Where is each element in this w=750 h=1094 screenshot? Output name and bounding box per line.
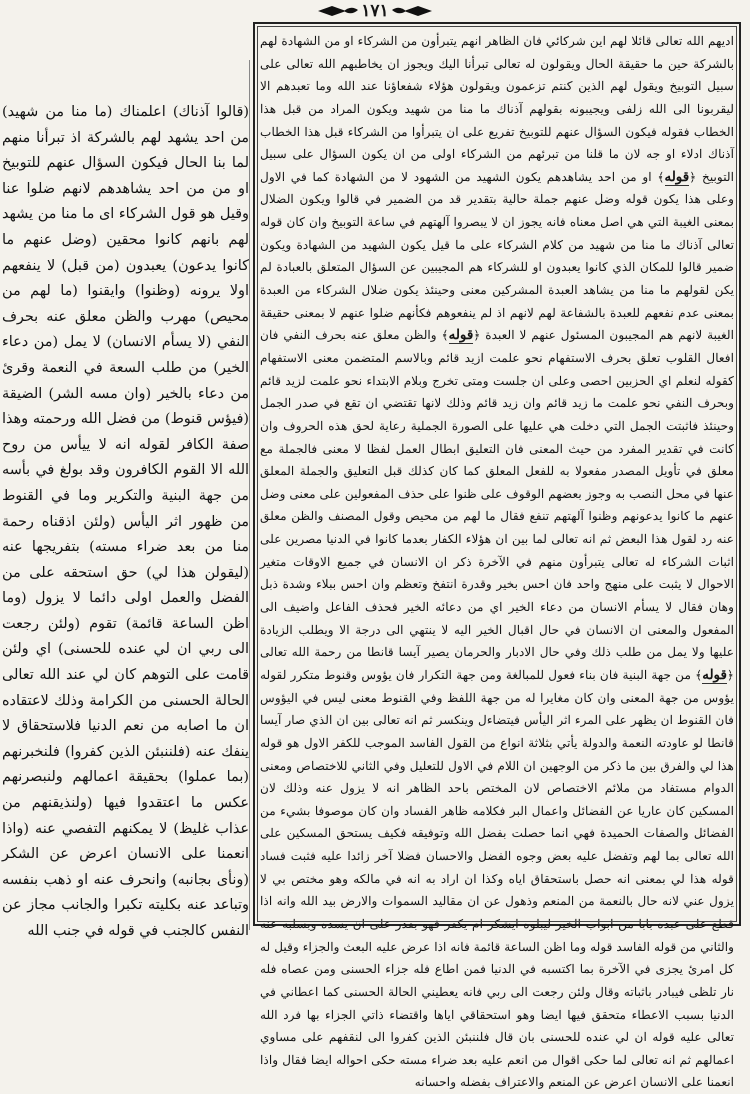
- main-paragraph: او من احد يشاهدهم يكون الشهيد من الشهود لا من الشهادة كما في الاول وعلى هذا يكون قوله وضل عنهم جملة حالية بتقدير قد من الضمير في قالوا ويكون الضلال بمعنى الغيبة التي هي اصل معناه فانه يجوز ان لا يبصروا آلهتهم في ساعة التوبيخ وان كان قوله تعالى آذناك ما منا من شهيد من كلام الشركاء على ما قيل يكون الشهيد من الشهادة ويكون ضمير قالوا للمكان الذي كانوا يعبدون او للشركاء هم المجيبين عن السؤال المتعلق بالعبادة لم يكن لقولهم ما منا من يشاهد العبدة المشركين معنى وحينئذ يكون ضلال الشركاء من العبدة بمعنى عدم نفعهم للعبدة بالشفاعة لهم لانهم اذ لم ينفعوهم فكأنهم ضلوا عنهم لا بمعنى حقيقة الغيبة لانهم هم المجيبون المسئول عنهم لا العبدة: [260, 169, 734, 343]
- main-commentary: اديهم الله تعالى قائلا لهم اين شركائي فان الظاهر انهم يتبرأون من الشركاء او من الشهادة لهم بالشركة حين ما حقيقة الحال ويقولون له تعالى تبرأنا اليك ويجوز ان يخاطبهم الله تعالى على سبيل التوبيخ ويقول لهم الذين كنتم تزعمون ويقولون هؤلاء شفعاؤنا عند الله وما تعبدهم الا ليقربونا الى الله زلفى ويجيبونه بقولهم آذناك ما منا من شهيد ويكون المراد من قبل هذا الخطاب فقوله فيكون السؤال عنهم للتوبيخ تفريع على ان يتبرأوا من الشركاء قبل هذا الخطاب آذناك ادلاء او جه لان ما قلنا من تبرئهم من الشركاء اولى من ان يكون السؤال على سبيل التوبيخ ﴿قوله﴾ او من احد يشاهدهم يكون الشهيد من الشهود لا من الشهادة كما في الاول وعلى هذا يكون قوله وضل عنهم جملة حالية بتقدير قد من الضمير في قالوا ويكون الضلال بمعنى الغيبة التي هي اصل معناه فانه يجوز ان لا يبصروا آلهتهم في ساعة التوبيخ وان كان قوله تعالى آذناك ما منا من شهيد من كلام الشركاء على ما قيل يكون الشهيد من الشهادة ويكون ضمير قالوا للمكان الذي كانوا يعبدون او للشركاء هم المجيبين عن السؤال المتعلق بالعبادة لم يكن لقولهم ما منا من يشاهد العبدة المشركين معنى وحينئذ يكون ضلال الشركاء من العبدة بمعنى عدم نفعهم للعبدة بالشفاعة لهم لانهم اذ لم ينفعوهم فكأنهم ضلوا عنهم لا بمعنى حقيقة الغيبة لانهم هم المجيبون المسئول عنهم لا العبدة ﴿قوله﴾ والظن معلق عنه بحرف النفي فان افعال القلوب تعلق بحرف الاستفهام نحو علمت ازيد قائم وبالاسم المتضمن معنى الاستفهام كقوله لنعلم اي الحزبين احصى وعلى ان جلست ومتى تخرج وبلام الابتداء نحو علمت لزيد قائم وبحرف النفي نحو علمت ما زيد قائم وان زيد قائم وذلك لانها تقتضي ان تقع في صدر الجمل وحينئذ فاثبتت الجمل التي دخلت هي عليها على الصورة الجملية رعاية لحق هذه الحروف وان كانت في تقدير المفرد من حيث المعنى فان التعليق ابطال العمل لفظا لا معنى فالجملة مع معلق في تأويل المصدر مفعولا به للفعل المعلق كما كان كذلك قبل التعليق والجملة المعلق عنها في محل النصب به وجوز بعضهم الوقوف على ظنوا على حذف المفعولين على معنى وضل عنهم ما كانوا يدعونهم وظنوا آلهتهم تنفع فقال ما لهم من محيص وقول المصنف والظن معلق عنه رد لقول هذا البعض ثم انه تعالى لما بين ان هؤلاء الكفار بعدما كانوا في الدنيا مصرين على اثبات الشركاء له تعالى يتبرأون منهم في الآخرة ذكر ان الانسان في جميع الاوقات متغير الاحوال لا يثبت على منهج واحد فان احس بخير وقدرة انتفخ وتعظم وان احس ببلاء وشدة ذبل وهان فقال لا يسأم الانسان من دعاء الخير اي من دعائه الخير فحذف الفاعل واضيف الى المفعول والمعنى ان الانسان في حال اقبال الخير اليه لا ينتهي الى درجة الا ويطلب الزيادة عليها ولا يمل من طلب ذلك وفي حال الادبار والحرمان يصير آيسا قانطا من رحمة الله تعالى ﴿قوله﴾ من جهة البنية فان بناء فعول للمبالغة ومن جهة التكرار فان يؤوس وقنوط متكرر لقوله يؤوس من جهة المعنى وان كان مغايرا له من جهة اللفظ وفي القنوط معنى ليس في اليؤوس فان القنوط ان يظهر على المرء اثر اليأس فيتضاءل وينكسر ثم انه تعالى بين ان الذي صار آيسا قانطا لو عاودته النعمة والدولة يأتي بثلاثة انواع من القول الفاسد الموجب للكفر الاول هو قوله هذا لي والفرق بين ما ذكر من الوجهين ان اللام في الاول للتعليل وفي الثاني للاختصاص ومعنى الدوام مستفاد من ملائم الاختصاص لان المختص باحد الظاهر انه لا يزول عنه وذلك لان المسكين كان عاريا عن الفضائل واعمال البر فكلامه ظاهر الفساد وان كان موصوفا بشيء من الفضائل والصفات الحميدة فهي انما حصلت بفضل الله وتوفيقه فكيف يستحق المسكين على الله تعالى بما لهم وتفضل عليه بعض وجوه الفضل والاحسان فضلا آخر زائدا عليه فثبت فساد قوله هذا لي بمعنى انه حصل باستحقاق اياه وكذا ان اراد به انه في مالكه وهو مختص بي لا يزول عني لانه حال بالنعمة من المنعم وذهول عن ان مقاليد السموات والارض بيد الله وانه اذا قطع على عبده بابا من ابواب الخير ليبلوه ايشكر ام يكفر فهو بقدر على ان يسده وبسلبه عنه والثاني من قوله الفاسد قوله وما اظن الساعة قائمة فانه اذا عرض عليه البعث والجزاء وقيل له كل امرئ يجزى في الآخرة بما اكتسبه في الدنيا فمن اطاع فله جزاء الحسنى ومن عصاه فله نار تلظى فيبادر باثباته وقال ولئن رجعت الى ربي فانه يعطيني الحالة الحسنى كما اعطاني في الدنيا بسبب الاعطاء متحقق فيها ايضا وهو استحقاقي اياها واقتضاء ذاتي الجزاء بها فرد الله تعالى عليه قوله ان لي عنده للحسنى بان قال فلننبئن الذين كفروا الى لنقفهم على مساوي اعمالهم ثم انه تعالى لما حكى اقوال من انعم عليه بعد ضراء مسته حكى احواله ايضا فقال واذا انعمنا على الانسان اعرض عن المنعم والاعتراف بفضله واحسانه: [260, 34, 735, 1090]
- marginal-commentary: [2, 100, 249, 939]
- main-paragraph: اديهم الله تعالى قائلا لهم اين شركائي فان الظاهر انهم يتبرأون من الشركاء او من الشهادة لهم بالشركة حين ما حقيقة الحال ويقولون له تعالى تبرأنا اليك ويجوز ان يخاطبهم الله تعالى على سبيل التوبيخ ويقول لهم الذين كنتم تزعمون ويقولون هؤلاء شفعاؤنا عند الله وما تعبدهم الا ليقربونا الى الله زلفى ويجيبونه بقولهم آذناك ما منا من شهيد ويكون المراد من قبل هذا الخطاب فقوله فيكون السؤال عنهم للتوبيخ تفريع على ان يتبرأوا من الشركاء قبل هذا الخطاب آذناك ادلاء او جه لان ما قلنا من تبرئهم من الشركاء اولى من ان يكون السؤال على سبيل التوبيخ: [260, 34, 734, 184]
- qawluhu-marker: قوله: [448, 327, 474, 344]
- page-number: ١٧١: [361, 1, 389, 21]
- marginal-commentary-text: (قالوا آذناك) اعلمناك (ما منا من شهيد) من احد يشهد لهم بالشركة اذ تبرأنا منهم لما بنا الحال فيكون السؤال عنهم للتوبيخ او من من احد يشاهدهم لانهم ضلوا عنا وقيل هو قول الشركاء اى ما منا من يشهد لهم بانهم كانوا محقين (وضل عنهم ما كانوا يدعون) يعبدون (من قبل) لا ينفعهم اولا يرونه (وظنوا) وايقنوا (ما لهم من محيص) مهرب والظن معلق عنه بحرف النفي (لا يسأم الانسان) لا يمل (من دعاء الخير) من طلب السعة في النعمة وقرئ من دعاء بالخير (وان مسه الشر) الضيقة (فيؤس قنوط) من فضل الله ورحمته وهذا صفة الكافر لقوله انه لا ييأس من روح الله الا القوم الكافرون وقد بولغ في بأسه من جهة البنية والتكرير وما في القنوط من ظهور اثر اليأس (ولئن اذقناه رحمة منا من بعد ضراء مسته) بتفريجها عنه (ليقولن هذا لي) حق استحقه على من الفضل والعمل اولى دائما لا يزول (وما اظن الساعة قائمة) تقوم (ولئن رجعت الى ربي ان لي عنده للحسنى) اي ولئن قامت على التوهم كان لي عند الله تعالى الحالة الحسنى من الكرامة وذلك لاعتقاده ان ما اصابه من نعم الدنيا فلاستحقاق لا ينفك عنه (فلننبئن الذين كفروا) فلنخبرنهم (بما عملوا) بحقيقة اعمالهم ولنبصرنهم عكس ما اعتقدوا فيها (ولنذيقنهم من عذاب غليظ) لا يمكنهم التفصي عنه (واذا انعمنا على الانسان اعرض عن الشكر (ونأى بجانبه) وانحرف عنه او ذهب بنفسه وتباعد عنه بكليته تكبرا والجانب مجاز عن النفس كالجنب في قوله في جنب الله: [2, 104, 249, 939]
- qawluhu-marker: قوله: [664, 168, 690, 185]
- main-text-frame: [253, 22, 741, 1090]
- main-paragraph: من جهة البنية فان بناء فعول للمبالغة ومن جهة التكرار فان يؤوس وقنوط متكرر لقوله يؤوس من جهة المعنى وان كان مغايرا له من جهة اللفظ وفي القنوط معنى ليس في اليؤوس فان القنوط ان يظهر على المرء اثر اليأس فيتضاءل وينكسر ثم انه تعالى بين ان الذي صار آيسا قانطا لو عاودته النعمة والدولة يأتي بثلاثة انواع من القول الفاسد الموجب للكفر الاول هو قوله هذا لي والفرق بين ما ذكر من الوجهين ان اللام في الاول للتعليل وفي الثاني للاختصاص ومعنى الدوام مستفاد من ملائم الاختصاص لان المختص باحد الظاهر انه لا يزول عنه وذلك لان المسكين كان عاريا عن الفضائل واعمال البر فكلامه ظاهر الفساد وان كان موصوفا بشيء من الفضائل والصفات الحميدة فهي انما حصلت بفضل الله وتوفيقه فكيف يستحق المسكين على الله تعالى بما لهم وتفضل عليه بعض وجوه الفضل والاحسان فضلا آخر زائدا عليه فثبت فساد قوله هذا لي بمعنى انه حصل باستحقاق اياه وكذا ان اراد به انه في مالكه وهو مختص بي لا يزول عني لانه حال بالنعمة من المنعم وذهول عن ان مقاليد السموات والارض بيد الله وانه اذا قطع على عبده بابا من ابواب الخير ليبلوه ايشكر ام يكفر فهو بقدر على ان يسده وبسلبه عنه والثاني من قوله الفاسد قوله وما اظن الساعة قائمة فانه اذا عرض عليه البعث والجزاء وقيل له كل امرئ يجزى في الآخرة بما اكتسبه في الدنيا فمن اطاع فله جزاء الحسنى ومن عصاه فله نار تلظى فيبادر باثباته وقال ولئن رجعت الى ربي فانه يعطيني الحالة الحسنى كما اعطاني في الدنيا بسبب الاعطاء متحقق فيها ايضا وهو استحقاقي اياها واقتضاء ذاتي الجزاء بها فرد الله تعالى عليه قوله ان لي عنده للحسنى بان قال فلننبئن الذين كفروا الى لنقفهم على مساوي اعمالهم ثم انه تعالى لما حكى اقوال من انعم عليه بعد ضراء مسته حكى احواله ايضا فقال واذا انعمنا على الانسان اعرض عن المنعم والاعتراف بفضله واحسانه: [260, 667, 734, 1090]
- right-ornament-icon: [392, 4, 432, 18]
- column-divider: [249, 60, 250, 930]
- qawluhu-marker: قوله: [702, 666, 727, 683]
- main-paragraph: والظن معلق عنه بحرف النفي فان افعال القلوب تعلق بحرف الاستفهام نحو علمت ازيد قائم وبالاسم المتضمن معنى الاستفهام كقوله لنعلم اي الحزبين احصى وعلى ان جلست ومتى تخرج وبلام الابتداء نحو علمت لزيد قائم وبحرف النفي نحو علمت ما زيد قائم وان زيد قائم وذلك لانها تقتضي ان تقع في صدر الجمل وحينئذ فاثبتت الجمل التي دخلت هي عليها على الصورة الجملية رعاية لحق هذه الحروف وان كانت في تقدير المفرد من حيث المعنى فان التعليق ابطال العمل لفظا لا معنى فالجملة مع معلق في تأويل المصدر مفعولا به للفعل المعلق كما كان كذلك قبل التعليق والجملة المعلق عنها في محل النصب به وجوز بعضهم الوقوف على ظنوا على حذف المفعولين على معنى وضل عنهم ما كانوا يدعونهم وظنوا آلهتهم تنفع فقال ما لهم من محيص وقول المصنف والظن معلق عنه رد لقول هذا البعض ثم انه تعالى لما بين ان هؤلاء الكفار بعدما كانوا في الدنيا مصرين على اثبات الشركاء له تعالى يتبرأون منهم في الآخرة ذكر ان الانسان في جميع الاوقات متغير الاحوال لا يثبت على منهج واحد فان احس بخير وقدرة انتفخ وتعظم وان احس ببلاء وشدة ذبل وهان فقال لا يسأم الانسان من دعاء الخير اي من دعائه الخير فحذف الفاعل واضيف الى المفعول والمعنى ان الانسان في حال اقبال الخير اليه لا ينتهي الى درجة الا ويطلب الزيادة عليها ولا يمل من طلب ذلك وفي حال الادبار والحرمان يصير آيسا قانطا من رحمة الله تعالى: [260, 328, 734, 660]
- page-header: [0, 0, 750, 22]
